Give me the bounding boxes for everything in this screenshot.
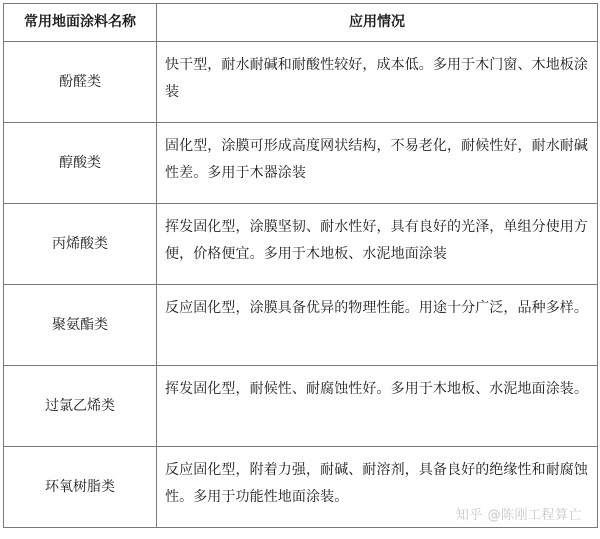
table-row [4,285,598,366]
coating-name-cell: 丙烯酸类 [4,204,157,285]
coating-name-cell: 酚醛类 [4,42,157,123]
coating-table [3,3,598,528]
coating-name-cell: 环氧树脂类 [4,447,157,528]
application-cell: 挥发固化型，涂膜坚韧、耐水性好，具有良好的光泽，单组分使用方便，价格便宜。多用于木地板、水泥地面涂装 [157,204,598,285]
application-cell: 固化型，涂膜可形成高度网状结构，不易老化，耐候性好，耐水耐碱性差。多用于木器涂装 [157,123,598,204]
table-row [4,366,598,447]
application-cell: 挥发固化型，耐候性、耐腐蚀性好。多用于木地板、水泥地面涂装。 [157,366,598,447]
coating-name-cell: 醇酸类 [4,123,157,204]
application-cell: 快干型，耐水耐碱和耐酸性较好，成本低。多用于木门窗、木地板涂装 [157,42,598,123]
header-application: 应用情况 [157,4,598,42]
coating-name-cell: 聚氨酯类 [4,285,157,366]
coating-name-cell: 过氯乙烯类 [4,366,157,447]
application-cell: 反应固化型，附着力强，耐碱、耐溶剂，具备良好的绝缘性和耐腐蚀性。多用于功能性地面涂装。 [157,447,598,528]
table-row [4,123,598,204]
zhihu-watermark: 知乎 @陈刚工程算亡 [455,508,582,523]
table-row [4,42,598,123]
application-cell: 反应固化型，涂膜具备优异的物理性能。用途十分广泛，品种多样。 [157,285,598,366]
header-coating-name: 常用地面涂料名称 [4,4,157,42]
table-header-row [4,4,598,42]
table-row [4,204,598,285]
